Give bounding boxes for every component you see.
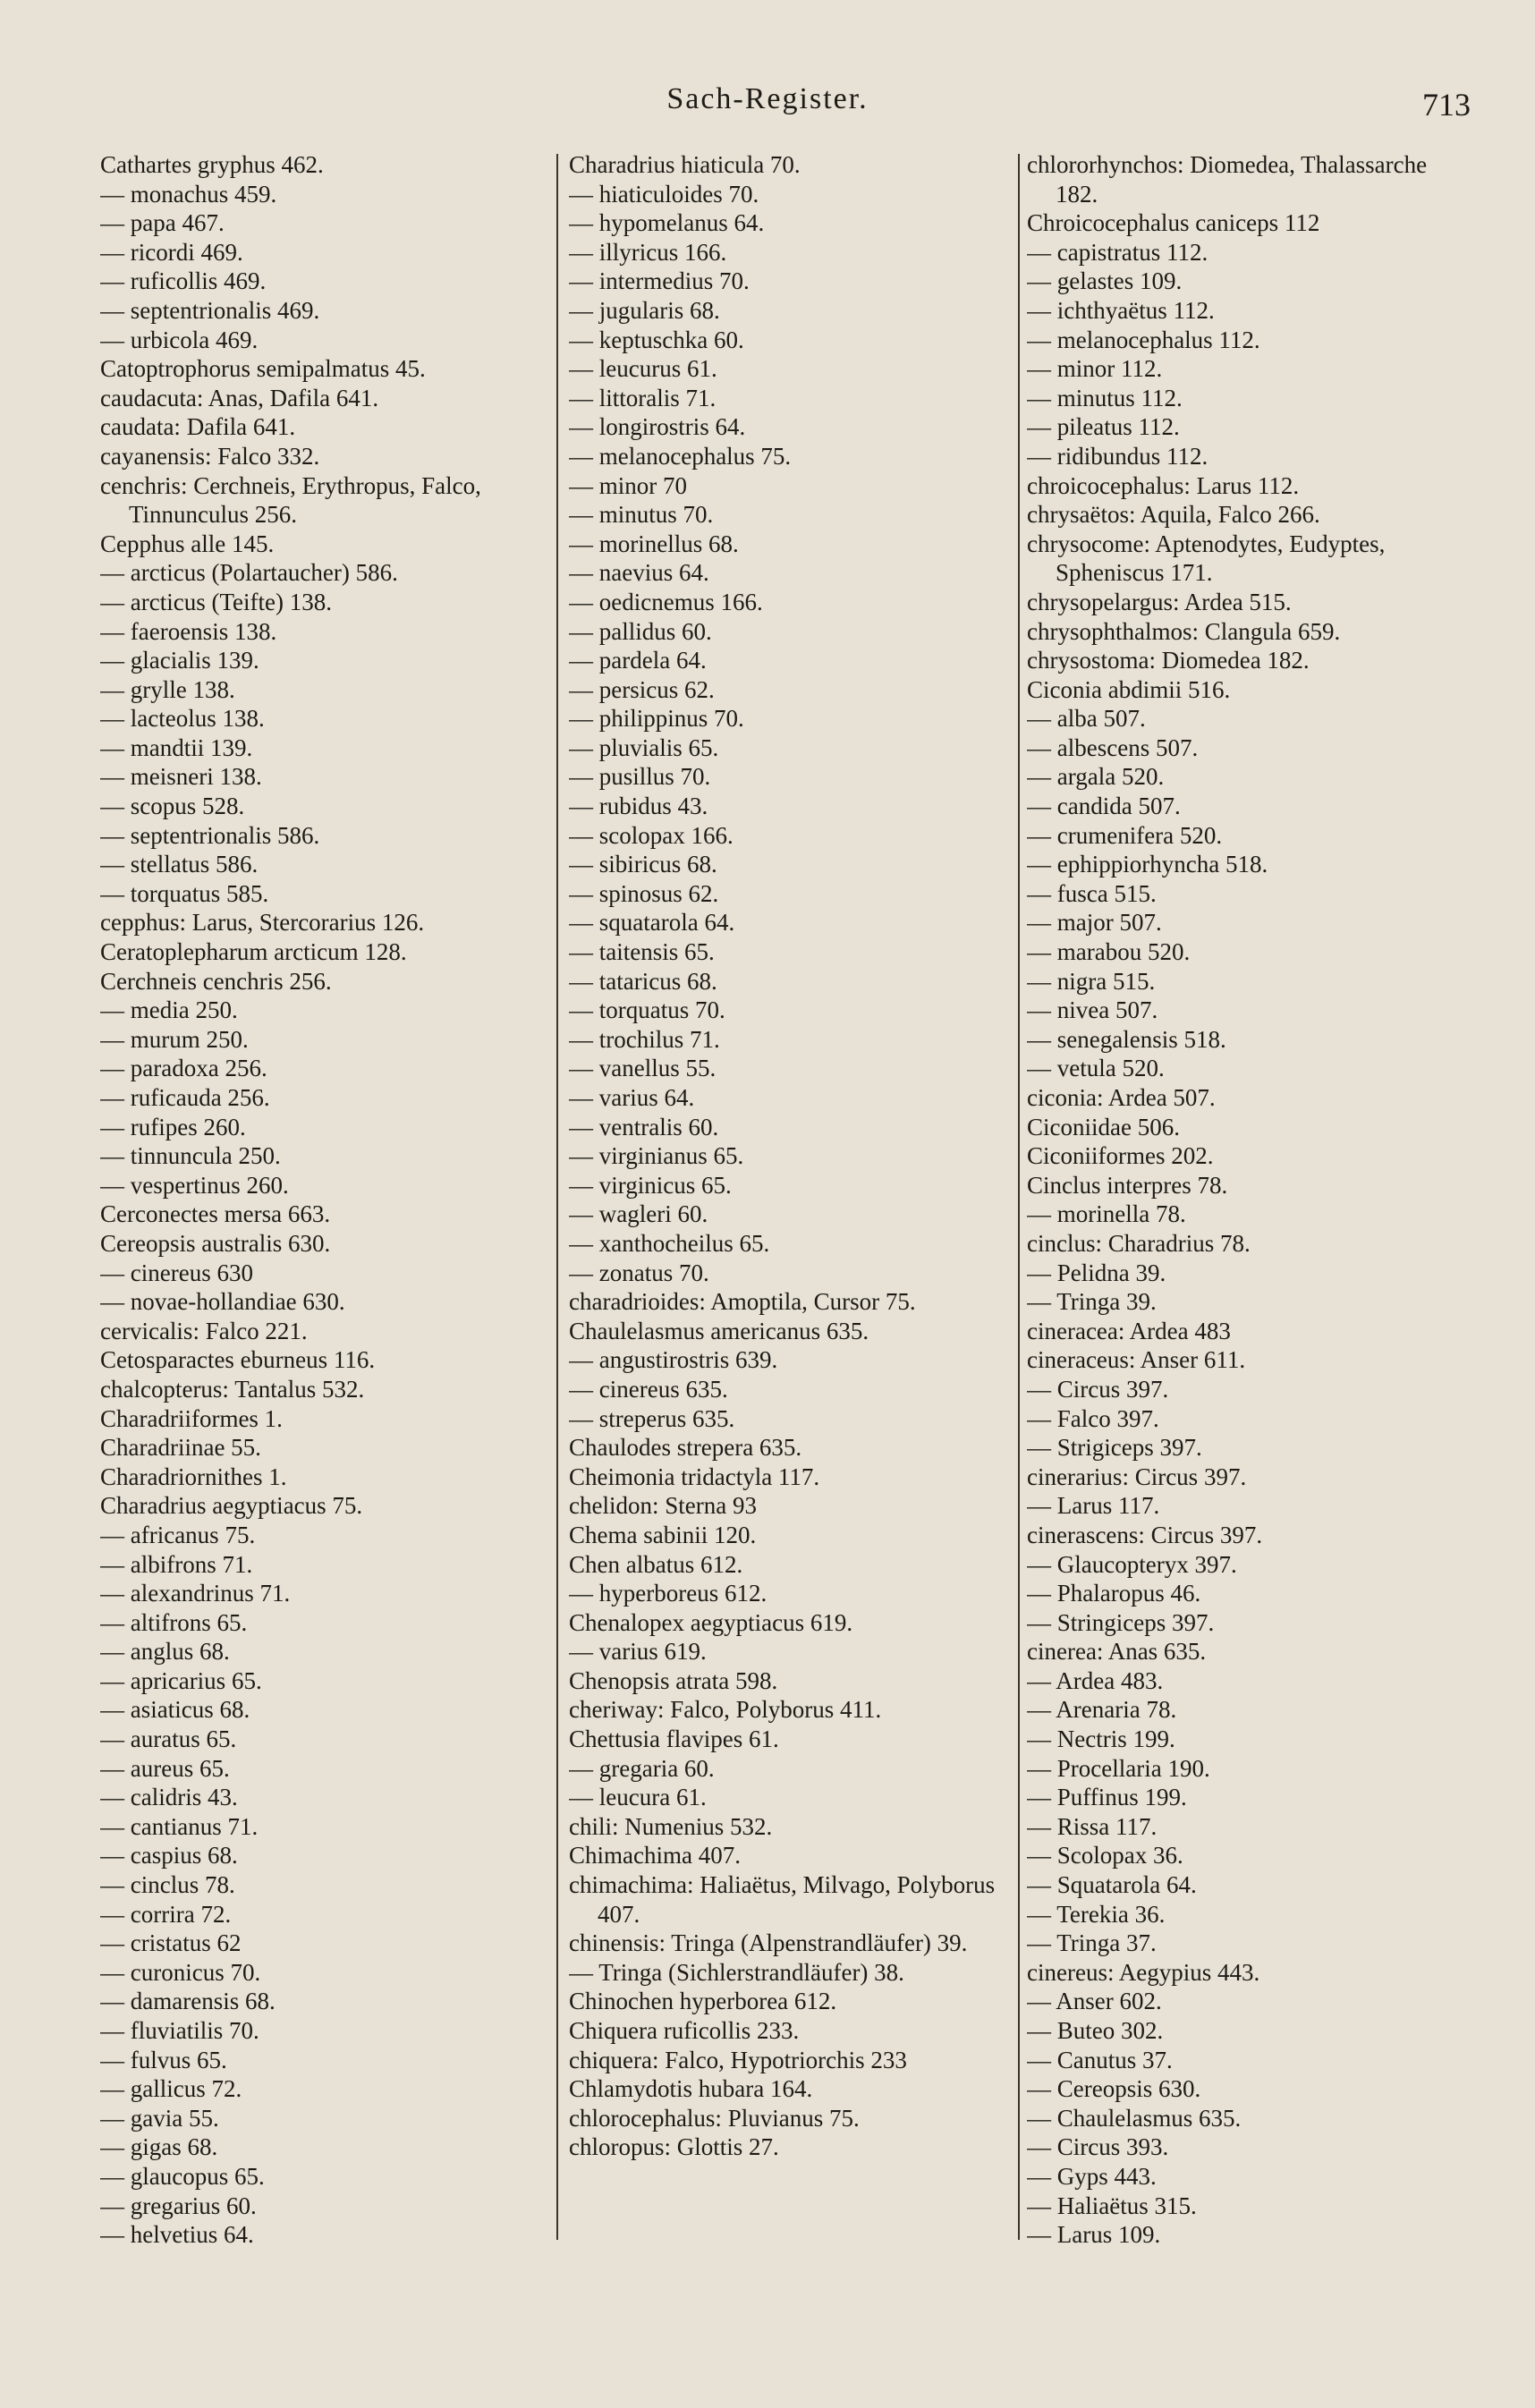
index-entry: — Canutus 37.: [1027, 2046, 1173, 2073]
column-divider: [1018, 154, 1020, 2240]
index-entry: — Circus 393.: [1027, 2133, 1169, 2161]
index-entry: — pluvialis 65.: [569, 733, 719, 761]
index-entry: chinensis: Tringa (Alpenstrandläufer) 39.: [569, 1929, 968, 1957]
index-entry: Chimachima 407.: [569, 1842, 741, 1870]
index-entry: Charadrius aegyptiacus 75.: [100, 1492, 363, 1520]
index-entry: — Glaucopteryx 397.: [1027, 1550, 1237, 1578]
index-entry: Ceratoplepharum arcticum 128.: [100, 938, 407, 966]
index-entry: — major 507.: [1027, 909, 1162, 937]
index-entry: — ricordi 469.: [100, 238, 243, 266]
index-entry: — helvetius 64.: [100, 2221, 254, 2249]
index-entry: — calidris 43.: [100, 1784, 238, 1811]
index-entry: Chaulodes strepera 635.: [569, 1434, 802, 1462]
index-entry: — hypomelanus 64.: [569, 209, 765, 237]
index-entry: — gigas 68.: [100, 2133, 218, 2161]
index-entry: chili: Numenius 532.: [569, 1812, 773, 1840]
index-entry: — naevius 64.: [569, 559, 709, 587]
index-entry: — arcticus (Polartaucher) 586.: [100, 559, 398, 587]
index-entry: — zonatus 70.: [569, 1259, 709, 1286]
index-entry: — lacteolus 138.: [100, 705, 265, 733]
index-entry: Cerconectes mersa 663.: [100, 1200, 331, 1228]
index-entry: — Procellaria 190.: [1027, 1754, 1210, 1782]
index-entry: — asiaticus 68.: [100, 1696, 250, 1724]
column-divider: [556, 154, 558, 2240]
index-entry: — gregaria 60.: [569, 1754, 715, 1782]
index-entry: — ventralis 60.: [569, 1113, 719, 1140]
index-entry: — oedicnemus 166.: [569, 588, 763, 615]
index-entry: — pileatus 112.: [1027, 413, 1180, 441]
index-entry: — ichthyaëtus 112.: [1027, 296, 1215, 324]
index-entry: — Pelidna 39.: [1027, 1259, 1166, 1286]
running-title: Sach-Register.: [666, 82, 869, 115]
index-entry: — meisneri 138.: [100, 763, 262, 791]
index-entry: — corrira 72.: [100, 1900, 232, 1928]
index-entry: — vespertinus 260.: [100, 1171, 289, 1199]
index-entry: — Phalaropus 46.: [1027, 1580, 1201, 1607]
index-entry: — spinosus 62.: [569, 879, 719, 907]
index-entry: Cereopsis australis 630.: [100, 1229, 331, 1257]
index-entry: — Tringa 37.: [1027, 1929, 1157, 1957]
index-entry: — morinella 78.: [1027, 1200, 1186, 1228]
index-entry: — nigra 515.: [1027, 967, 1156, 995]
index-entry: cepphus: Larus, Stercorarius 126.: [100, 909, 425, 937]
index-entry: — longirostris 64.: [569, 413, 746, 441]
index-entry: — vetula 520.: [1027, 1055, 1165, 1082]
index-entry: cenchris: Cerchneis, Erythropus, Falco, Tinnunculus 256.: [100, 471, 488, 529]
index-entry: cinereus: Aegypius 443.: [1027, 1958, 1260, 1986]
index-entry: — argala 520.: [1027, 763, 1165, 791]
index-entry: chrysaëtos: Aquila, Falco 266.: [1027, 501, 1320, 529]
index-entry: — pardela 64.: [569, 647, 707, 674]
index-entry: — scopus 528.: [100, 793, 245, 820]
index-entry: — fulvus 65.: [100, 2046, 227, 2073]
index-entry: — littoralis 71.: [569, 384, 717, 411]
index-entry: — papa 467.: [100, 209, 225, 237]
index-entry: — tinnuncula 250.: [100, 1142, 281, 1170]
index-entry: — arcticus (Teifte) 138.: [100, 588, 333, 615]
index-entry: — alexandrinus 71.: [100, 1580, 291, 1607]
index-entry: — Falco 397.: [1027, 1404, 1159, 1432]
index-entry: cheriway: Falco, Polyborus 411.: [569, 1696, 882, 1724]
index-entry: — faeroensis 138.: [100, 617, 277, 645]
index-entry: — Anser 602.: [1027, 1988, 1162, 2015]
index-entry: — wagleri 60.: [569, 1200, 708, 1228]
index-entry: cineraceus: Anser 611.: [1027, 1346, 1246, 1374]
index-entry: — gallicus 72.: [100, 2075, 242, 2103]
index-entry: Charadriiformes 1.: [100, 1404, 283, 1432]
index-entry: — Circus 397.: [1027, 1375, 1169, 1403]
index-entry: chrysostoma: Diomedea 182.: [1027, 647, 1310, 674]
index-column-2: [569, 150, 1013, 2333]
index-entry: — jugularis 68.: [569, 296, 720, 324]
index-entry: Ciconiidae 506.: [1027, 1113, 1180, 1140]
index-entry: — auratus 65.: [100, 1725, 237, 1753]
index-entry: — Rissa 117.: [1027, 1812, 1158, 1840]
index-entry: chalcopterus: Tantalus 532.: [100, 1375, 365, 1403]
index-entry: — nivea 507.: [1027, 996, 1158, 1024]
index-entry: — urbicola 469.: [100, 326, 259, 353]
index-entry: cervicalis: Falco 221.: [100, 1317, 308, 1344]
index-entry: Chiquera ruficollis 233.: [569, 2017, 800, 2044]
index-entry: Cerchneis cenchris 256.: [100, 967, 332, 995]
index-entry: — murum 250.: [100, 1025, 249, 1053]
index-entry: — streperus 635.: [569, 1404, 735, 1432]
index-entry: — xanthocheilus 65.: [569, 1229, 770, 1257]
index-entry: — intermedius 70.: [569, 267, 750, 295]
index-entry: cinerea: Anas 635.: [1027, 1638, 1207, 1666]
index-entry: — apricarius 65.: [100, 1666, 262, 1694]
index-entry: — aureus 65.: [100, 1754, 230, 1782]
index-entry: Cinclus interpres 78.: [1027, 1171, 1228, 1199]
index-entry: — hiaticuloides 70.: [569, 180, 759, 208]
index-entry: Cetosparactes eburneus 116.: [100, 1346, 376, 1374]
index-entry: — rubidus 43.: [569, 793, 708, 820]
index-entry: — anglus 68.: [100, 1638, 230, 1666]
index-entry: — fusca 515.: [1027, 879, 1157, 907]
index-entry: cinerarius: Circus 397.: [1027, 1463, 1247, 1490]
index-entry: — torquatus 70.: [569, 996, 725, 1024]
index-entry: caudacuta: Anas, Dafila 641.: [100, 384, 379, 411]
index-entry: — keptuschka 60.: [569, 326, 744, 353]
index-entry: chloropus: Glottis 27.: [569, 2133, 779, 2161]
index-entry: — Squatarola 64.: [1027, 1871, 1197, 1899]
index-entry: — altifrons 65.: [100, 1608, 248, 1636]
index-entry: — Strigiceps 397.: [1027, 1434, 1202, 1462]
index-entry: — philippinus 70.: [569, 705, 744, 733]
index-entry: — ephippiorhyncha 518.: [1027, 851, 1268, 878]
index-entry: Catoptrophorus semipalmatus 45.: [100, 355, 426, 383]
index-entry: — cristatus 62: [100, 1929, 242, 1957]
index-entry: — trochilus 71.: [569, 1025, 720, 1053]
index-entry: — melanocephalus 75.: [569, 442, 792, 470]
index-entry: — minor 112.: [1027, 355, 1163, 383]
index-entry: — ridibundus 112.: [1027, 442, 1208, 470]
index-entry: — Ardea 483.: [1027, 1666, 1164, 1694]
index-entry: — Larus 109.: [1027, 2221, 1161, 2249]
index-entry: — morinellus 68.: [569, 530, 739, 557]
index-entry: — leucurus 61.: [569, 355, 717, 383]
index-column-1: [100, 150, 547, 2333]
index-entry: — grylle 138.: [100, 675, 235, 703]
index-entry: — septentrionalis 586.: [100, 821, 320, 849]
index-entry: — Tringa 39.: [1027, 1288, 1157, 1316]
index-entry: — virginianus 65.: [569, 1142, 744, 1170]
index-entry: — cinereus 635.: [569, 1375, 728, 1403]
index-entry: — hyperboreus 612.: [569, 1580, 768, 1607]
index-entry: — damarensis 68.: [100, 1988, 276, 2015]
index-entry: — glacialis 139.: [100, 647, 259, 674]
index-entry: Chinochen hyperborea 612.: [569, 1988, 837, 2015]
index-entry: — sibiricus 68.: [569, 851, 717, 878]
index-entry: — Larus 117.: [1027, 1492, 1160, 1520]
index-entry: Chroicocephalus caniceps 112: [1027, 209, 1320, 237]
index-entry: Chen albatus 612.: [569, 1550, 743, 1578]
index-entry: — Buteo 302.: [1027, 2017, 1164, 2044]
index-entry: — Tringa (Sichlerstrandläufer) 38.: [569, 1958, 904, 1986]
index-entry: — curonicus 70.: [100, 1958, 261, 1986]
index-entry: — Cereopsis 630.: [1027, 2075, 1201, 2103]
index-entry: — Stringiceps 397.: [1027, 1608, 1215, 1636]
index-entry: — scolopax 166.: [569, 821, 734, 849]
index-entry: — Arenaria 78.: [1027, 1696, 1177, 1724]
index-entry: — paradoxa 256.: [100, 1055, 267, 1082]
index-entry: — gregarius 60.: [100, 2192, 257, 2219]
index-entry: — mandtii 139.: [100, 733, 253, 761]
index-entry: — gavia 55.: [100, 2104, 219, 2132]
index-entry: Chema sabinii 120.: [569, 1521, 757, 1548]
index-entry: — Chaulelasmus 635.: [1027, 2104, 1242, 2132]
index-entry: — Nectris 199.: [1027, 1725, 1175, 1753]
index-entry: chrysocome: Aptenodytes, Eudyptes, Spheniscus 171.: [1027, 530, 1392, 587]
index-entry: — taitensis 65.: [569, 938, 715, 966]
index-entry: — albescens 507.: [1027, 733, 1199, 761]
index-entry: — africanus 75.: [100, 1521, 256, 1548]
index-entry: — minor 70: [569, 471, 687, 499]
index-entry: — fluviatilis 70.: [100, 2017, 259, 2044]
index-entry: — leucura 61.: [569, 1784, 707, 1811]
index-entry: — cinereus 630: [100, 1259, 253, 1286]
index-entry: Cheimonia tridactyla 117.: [569, 1463, 820, 1490]
index-entry: — Terekia 36.: [1027, 1900, 1166, 1928]
index-entry: Ciconia abdimii 516.: [1027, 675, 1231, 703]
index-entry: caudata: Dafila 641.: [100, 413, 296, 441]
index-entry: — ruficauda 256.: [100, 1084, 270, 1111]
index-entry: — caspius 68.: [100, 1842, 238, 1870]
index-entry: — ruficollis 469.: [100, 267, 267, 295]
index-entry: — squatarola 64.: [569, 909, 735, 937]
index-entry: — senegalensis 518.: [1027, 1025, 1226, 1053]
index-entry: — septentrionalis 469.: [100, 296, 320, 324]
index-entry: cineracea: Ardea 483: [1027, 1317, 1231, 1344]
index-entry: Cathartes gryphus 462.: [100, 151, 324, 178]
index-entry: — melanocephalus 112.: [1027, 326, 1260, 353]
index-entry: — minutus 112.: [1027, 384, 1183, 411]
index-entry: cinerascens: Circus 397.: [1027, 1521, 1263, 1548]
index-entry: — minutus 70.: [569, 501, 714, 529]
index-entry: — Puffinus 199.: [1027, 1784, 1187, 1811]
index-entry: Chenopsis atrata 598.: [569, 1666, 778, 1694]
index-entry: — alba 507.: [1027, 705, 1146, 733]
index-entry: — Gyps 443.: [1027, 2162, 1157, 2190]
index-entry: — novae-hollandiae 630.: [100, 1288, 345, 1316]
index-entry: — vanellus 55.: [569, 1055, 717, 1082]
page-number: 713: [1422, 87, 1471, 123]
index-entry: Chlamydotis hubara 164.: [569, 2075, 813, 2103]
index-entry: — stellatus 586.: [100, 851, 259, 878]
index-entry: — illyricus 166.: [569, 238, 727, 266]
index-entry: Chenalopex aegyptiacus 619.: [569, 1608, 853, 1636]
index-entry: Charadriornithes 1.: [100, 1463, 287, 1490]
index-entry: cayanensis: Falco 332.: [100, 442, 320, 470]
index-entry: — varius 64.: [569, 1084, 695, 1111]
index-entry: — angustirostris 639.: [569, 1346, 778, 1374]
index-entry: cinclus: Charadrius 78.: [1027, 1229, 1251, 1257]
index-entry: — marabou 520.: [1027, 938, 1191, 966]
index-entry: — candida 507.: [1027, 793, 1181, 820]
page-header: [0, 82, 1535, 127]
index-entry: chrysophthalmos: Clangula 659.: [1027, 617, 1341, 645]
index-entry: — cinclus 78.: [100, 1871, 235, 1899]
index-entry: charadrioides: Amoptila, Cursor 75.: [569, 1288, 916, 1316]
index-entry: — Haliaëtus 315.: [1027, 2192, 1197, 2219]
index-entry: — varius 619.: [569, 1638, 707, 1666]
index-entry: chelidon: Sterna 93: [569, 1492, 757, 1520]
index-entry: — albifrons 71.: [100, 1550, 253, 1578]
index-entry: — crumenifera 520.: [1027, 821, 1223, 849]
index-entry: chlorocephalus: Pluvianus 75.: [569, 2104, 860, 2132]
index-entry: chlororhynchos: Diomedea, Thalassarche 182.: [1027, 151, 1433, 208]
index-entry: — torquatus 585.: [100, 879, 269, 907]
index-entry: Charadrius hiaticula 70.: [569, 151, 801, 178]
index-entry: Ciconiiformes 202.: [1027, 1142, 1214, 1170]
index-entry: — pusillus 70.: [569, 763, 711, 791]
index-entry: — pallidus 60.: [569, 617, 712, 645]
index-column-3: [1027, 150, 1447, 2333]
index-entry: chimachima: Haliaëtus, Milvago, Polyborus 407.: [569, 1871, 1001, 1928]
index-entry: — capistratus 112.: [1027, 238, 1208, 266]
index-entry: — glaucopus 65.: [100, 2162, 265, 2190]
index-entry: Charadriinae 55.: [100, 1434, 261, 1462]
index-entry: — rufipes 260.: [100, 1113, 246, 1140]
index-entry: ciconia: Ardea 507.: [1027, 1084, 1216, 1111]
index-entry: Chaulelasmus americanus 635.: [569, 1317, 869, 1344]
index-entry: — media 250.: [100, 996, 238, 1024]
index-entry: chiquera: Falco, Hypotriorchis 233: [569, 2046, 907, 2073]
index-entry: chroicocephalus: Larus 112.: [1027, 471, 1300, 499]
index-entry: Chettusia flavipes 61.: [569, 1725, 779, 1753]
index-entry: — cantianus 71.: [100, 1812, 259, 1840]
index-entry: — virginicus 65.: [569, 1171, 732, 1199]
index-entry: Cepphus alle 145.: [100, 530, 275, 557]
index-entry: — persicus 62.: [569, 675, 715, 703]
index-entry: — tataricus 68.: [569, 967, 717, 995]
index-entry: — Scolopax 36.: [1027, 1842, 1183, 1870]
index-entry: chrysopelargus: Ardea 515.: [1027, 588, 1292, 615]
index-entry: — monachus 459.: [100, 180, 277, 208]
index-entry: — gelastes 109.: [1027, 267, 1183, 295]
